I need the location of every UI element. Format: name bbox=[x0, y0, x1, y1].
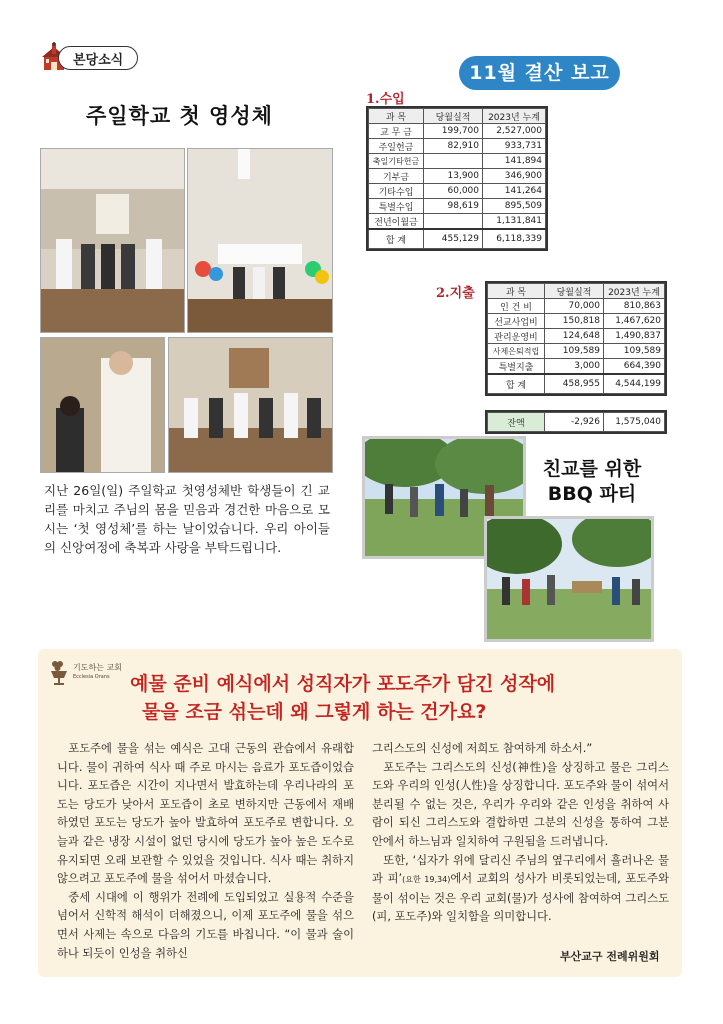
income-header: 2023년 누계 bbox=[483, 109, 546, 124]
income-section-label: 1.수입 bbox=[366, 92, 405, 107]
income-item: 전년이월금 bbox=[369, 214, 424, 230]
income-cumulative: 346,900 bbox=[483, 169, 546, 184]
expense-month: 150,818 bbox=[545, 314, 604, 329]
table-row bbox=[369, 124, 546, 139]
income-month bbox=[424, 154, 483, 169]
photo-receiving-communion bbox=[40, 337, 165, 473]
table-row bbox=[369, 139, 546, 154]
balance-table bbox=[485, 410, 667, 434]
question-line: 물을 조금 섞는데 왜 그렇게 하는 건가요? bbox=[142, 701, 487, 723]
balance-label: 잔액 bbox=[488, 413, 545, 432]
income-cumulative: 933,731 bbox=[483, 139, 546, 154]
income-cumulative: 895,509 bbox=[483, 199, 546, 214]
table-row bbox=[369, 154, 546, 169]
bbq-title-line: 친교를 위한 bbox=[542, 458, 642, 480]
table-row bbox=[369, 214, 546, 230]
expense-header: 과 목 bbox=[488, 284, 545, 299]
income-table bbox=[366, 106, 548, 251]
liturgy-logo bbox=[48, 658, 122, 688]
income-cumulative: 141,894 bbox=[483, 154, 546, 169]
report-title: 11월 결산 보고 bbox=[459, 56, 620, 90]
expense-month: 3,000 bbox=[545, 359, 604, 375]
expense-section-label: 2.지출 bbox=[436, 286, 475, 301]
expense-cumulative: 1,490,837 bbox=[604, 329, 665, 344]
income-cumulative: 2,527,000 bbox=[483, 124, 546, 139]
income-month: 60,000 bbox=[424, 184, 483, 199]
expense-cumulative: 664,390 bbox=[604, 359, 665, 375]
signature: 부산교구 전례위원회 bbox=[560, 950, 660, 963]
balance-cumulative: 1,575,040 bbox=[604, 413, 665, 432]
grape-chalice-icon bbox=[48, 658, 70, 686]
income-cumulative: 141,264 bbox=[483, 184, 546, 199]
expense-cumulative: 109,589 bbox=[604, 344, 665, 359]
table-row bbox=[369, 199, 546, 214]
balance-month: -2,926 bbox=[545, 413, 604, 432]
table-row bbox=[369, 184, 546, 199]
answer-paragraph: 포도주에 물을 섞는 예식은 고대 근동의 관습에서 유래합니다. 물이 귀하여 식사 때 주로 마시는 음료가 포도즙이었습니다. 포도즙은 시간이 지나면서 발효하는데 우리나라의 포도는 당도가 낮아서 포도즙이 초로 변하지만 근동에서 재배하였던 포도는 당도가 높아 발효하여 포도주로 변합니다. 오늘과 같은 냉장 시설이 없던 당시에 당도가 높아 높은 도수로 유지되면 오래 보관할 수 있었을 것입니다. 식사 때는 취하지 않으려고 포도주에 물을 섞어서 마셨습니다. bbox=[57, 742, 354, 886]
answer-right-column bbox=[372, 740, 669, 927]
expense-item: 사제은퇴적립 bbox=[488, 344, 545, 359]
income-total-label: 합 계 bbox=[369, 229, 424, 249]
income-item: 교 무 금 bbox=[369, 124, 424, 139]
answer-paragraph: 포도주는 그리스도의 신성(神性)을 상징하고 물은 그리스도와 우리의 인성(人性)을 상징합니다. 포도주와 물이 섞여서 분리될 수 없는 것은, 우리가 우리와 같은 인성을 취하여 사람이 되신 그리스도와 결합하면 그분의 신성을 통하여 그분 안에서 하느님과 일치하여 구원됨을 드러냅니다. bbox=[372, 760, 669, 848]
expense-item: 특별지출 bbox=[488, 359, 545, 375]
table-total-row bbox=[369, 229, 546, 249]
question-line: 예물 준비 예식에서 성직자가 포도주가 담긴 성작에 bbox=[130, 673, 556, 695]
expense-table bbox=[485, 281, 667, 396]
answer-paragraph: 중세 시대에 이 행위가 전례에 도입되었고 실용적 수준을 넘어서 신학적 해석이 더해졌으니, 이제 포도주에 물을 섞으면서 사제는 속으로 다음의 기도를 바칩니다. “이 물과 술이 하나 되듯이 인성을 취하신 bbox=[57, 890, 354, 960]
income-item: 기타수입 bbox=[369, 184, 424, 199]
bbq-title bbox=[522, 457, 662, 507]
expense-header: 당월실적 bbox=[545, 284, 604, 299]
table-total-row bbox=[488, 374, 665, 394]
badge-label: 본당소식 bbox=[73, 53, 124, 68]
answer-paragraph: 그리스도의 신성에 저희도 참여하게 하소서.” bbox=[372, 742, 593, 755]
photo-bbq-party bbox=[484, 516, 654, 642]
income-month: 199,700 bbox=[424, 124, 483, 139]
answer-text: 에서 교회의 성사가 비롯되었는데, 포도주와 물이 섞이는 것은 우리 교회(물)가 성사에 참여하여 그리스도(피, 포도주)와 일치함을 의미합니다. bbox=[372, 872, 669, 924]
expense-total-month: 458,955 bbox=[545, 374, 604, 394]
answer-left-column bbox=[57, 740, 354, 963]
table-row bbox=[488, 329, 665, 344]
income-total-month: 455,129 bbox=[424, 229, 483, 249]
balance-row bbox=[488, 413, 665, 432]
answer-text: 또한, ‘십자가 위에 달리신 주님의 옆구리에서 흘러나온 물과 피’ bbox=[372, 853, 669, 886]
income-item: 축일기타헌금 bbox=[369, 154, 424, 169]
income-month: 82,910 bbox=[424, 139, 483, 154]
expense-month: 109,589 bbox=[545, 344, 604, 359]
income-month: 98,619 bbox=[424, 199, 483, 214]
photo-altar-ceremony bbox=[168, 337, 333, 473]
expense-header: 2023년 누계 bbox=[604, 284, 665, 299]
income-total-cumulative: 6,118,339 bbox=[483, 229, 546, 249]
bbq-title-line: BBQ 파티 bbox=[547, 483, 637, 505]
expense-item: 관리운영비 bbox=[488, 329, 545, 344]
income-cumulative: 1,131,841 bbox=[483, 214, 546, 230]
table-row bbox=[488, 359, 665, 375]
expense-month: 70,000 bbox=[545, 299, 604, 314]
photo-communion-group bbox=[40, 148, 185, 333]
table-row bbox=[488, 314, 665, 329]
table-row bbox=[369, 169, 546, 184]
income-item: 기부금 bbox=[369, 169, 424, 184]
expense-item: 선교사업비 bbox=[488, 314, 545, 329]
table-row bbox=[488, 299, 665, 314]
income-month bbox=[424, 214, 483, 230]
question-title bbox=[130, 670, 640, 726]
expense-total-label: 합 계 bbox=[488, 374, 545, 394]
logo-subtext: Ecclesia Orans bbox=[73, 674, 110, 680]
expense-item: 인 건 비 bbox=[488, 299, 545, 314]
scripture-reference: (요한 19,34) bbox=[402, 875, 451, 885]
income-header: 과 목 bbox=[369, 109, 424, 124]
photo-communion-banner bbox=[187, 148, 333, 333]
income-header: 당월실적 bbox=[424, 109, 483, 124]
answer-paragraph bbox=[372, 852, 669, 927]
income-item: 특별수입 bbox=[369, 199, 424, 214]
expense-total-cumulative: 4,544,199 bbox=[604, 374, 665, 394]
expense-month: 124,648 bbox=[545, 329, 604, 344]
expense-cumulative: 810,863 bbox=[604, 299, 665, 314]
income-month: 13,900 bbox=[424, 169, 483, 184]
section-badge bbox=[36, 42, 141, 72]
logo-text: 기도하는 교회 bbox=[73, 663, 122, 672]
table-row bbox=[488, 344, 665, 359]
article-title: 주일학교 첫 영성체 bbox=[86, 104, 273, 128]
expense-cumulative: 1,467,620 bbox=[604, 314, 665, 329]
article-caption: 지난 26일(일) 주일학교 첫영성체반 학생들이 긴 교리를 마치고 주님의 몸을 믿음과 경건한 마음으로 모시는 ‘첫 영성체’를 하는 날이었습니다. 우리 아이들의 신앙여정에 축복과 사랑을 부탁드립니다. bbox=[44, 483, 330, 555]
income-item: 주일헌금 bbox=[369, 139, 424, 154]
